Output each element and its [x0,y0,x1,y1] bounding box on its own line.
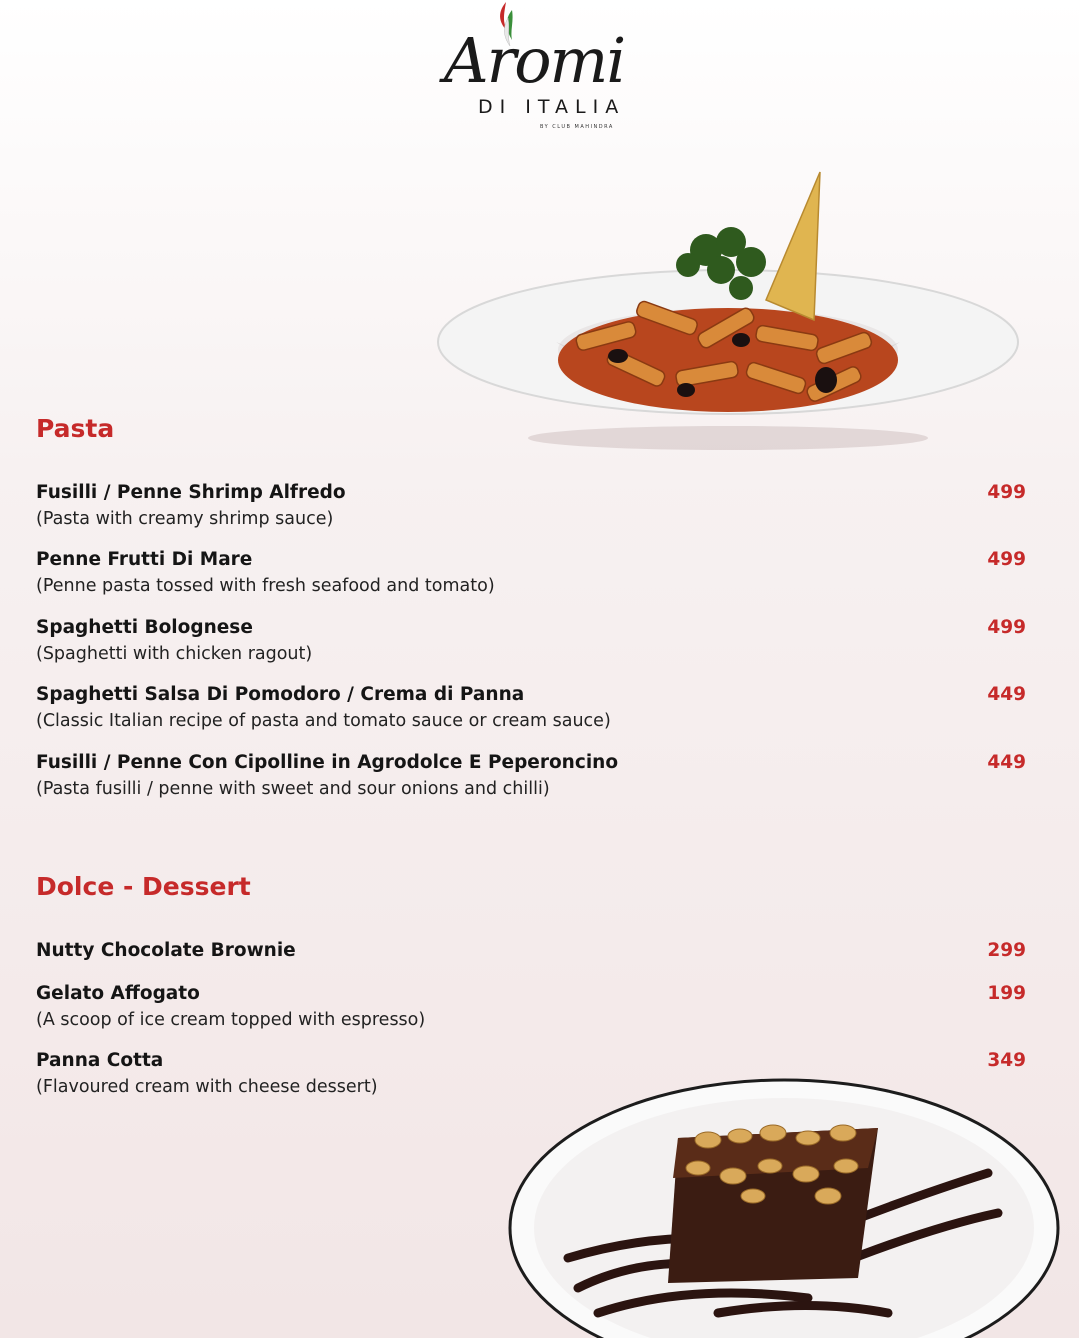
item-description: (Pasta fusilli / penne with sweet and sour onions and chilli) [36,779,550,799]
item-price: 499 [987,617,1026,638]
item-name: Panna Cotta [36,1050,164,1071]
section-title-dessert: Dolce - Dessert [36,872,251,901]
item-description: (Spaghetti with chicken ragout) [36,644,313,664]
menu-item [36,615,1026,667]
item-price: 299 [987,940,1026,961]
item-price: 499 [987,549,1026,570]
item-description: (A scoop of ice cream topped with espresso) [36,1010,426,1030]
menu-item [36,682,1026,734]
item-name: Spaghetti Bolognese [36,617,253,638]
menu-item [36,938,1026,964]
menu-item [36,750,1026,802]
brand-logo [388,0,678,140]
brownie-dish-image [508,1078,1068,1338]
item-name: Gelato Affogato [36,983,200,1004]
pasta-dish-image [436,170,1020,460]
item-description: (Classic Italian recipe of pasta and tomato sauce or cream sauce) [36,711,611,731]
item-price: 349 [987,1050,1026,1071]
brand-subtitle: DI ITALIA [478,96,626,118]
menu-item [36,480,1026,532]
menu-item [36,547,1026,599]
item-name: Penne Frutti Di Mare [36,549,253,570]
item-name: Nutty Chocolate Brownie [36,940,296,961]
brand-tagline: BY CLUB MAHINDRA [540,124,614,130]
item-price: 449 [987,752,1026,773]
item-price: 449 [987,684,1026,705]
item-name: Fusilli / Penne Shrimp Alfredo [36,482,346,503]
item-price: 499 [987,482,1026,503]
section-title-pasta: Pasta [36,414,115,443]
item-description: (Pasta with creamy shrimp sauce) [36,509,334,529]
item-description: (Penne pasta tossed with fresh seafood and tomato) [36,576,495,596]
item-name: Fusilli / Penne Con Cipolline in Agrodolce E Peperoncino [36,752,619,773]
item-description: (Flavoured cream with cheese dessert) [36,1077,378,1097]
item-name: Spaghetti Salsa Di Pomodoro / Crema di Panna [36,684,525,705]
item-price: 199 [987,983,1026,1004]
brand-name: Aromi [443,24,625,97]
menu-item [36,981,1026,1033]
